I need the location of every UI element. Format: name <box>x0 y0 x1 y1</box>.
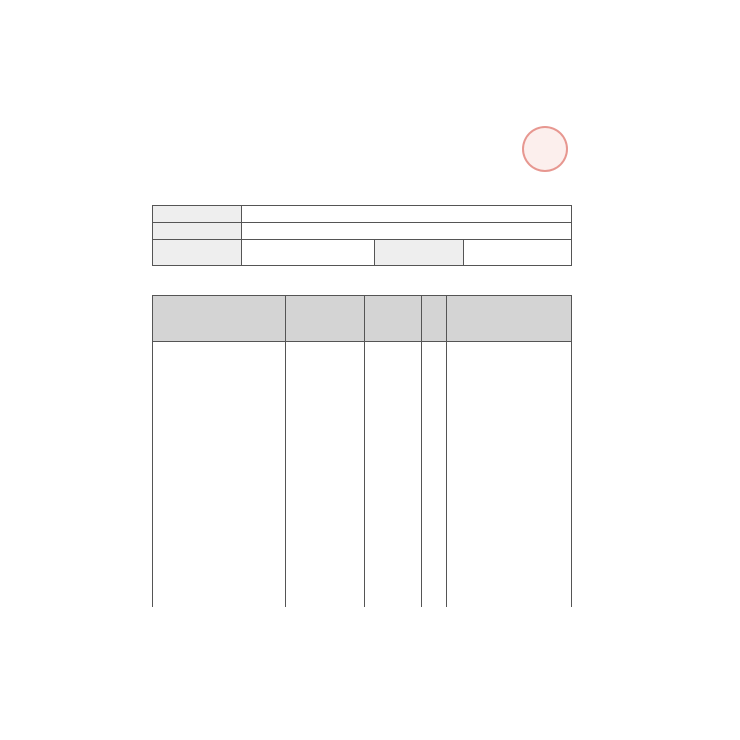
row-note <box>422 541 447 607</box>
header-method <box>447 296 572 342</box>
row-note <box>422 475 447 541</box>
table-row <box>153 409 572 475</box>
sample-name-value <box>242 206 572 223</box>
table-row <box>153 342 572 409</box>
row-method <box>447 541 572 607</box>
company-seal-stamp <box>522 126 568 172</box>
row-unit <box>365 475 422 541</box>
row-method <box>447 342 572 409</box>
facility-label <box>153 240 242 266</box>
row-unit <box>365 409 422 475</box>
inspector-value <box>464 240 572 266</box>
header-item <box>153 296 286 342</box>
results-table <box>152 295 572 607</box>
row-method <box>447 409 572 475</box>
row-result <box>286 541 365 607</box>
row-method <box>447 475 572 541</box>
row-unit <box>365 342 422 409</box>
inspector-label <box>375 240 464 266</box>
sample-no-label <box>153 223 242 240</box>
row-item <box>153 475 286 541</box>
row-item <box>153 342 286 409</box>
row-result <box>286 409 365 475</box>
sample-name-label <box>153 206 242 223</box>
row-item <box>153 541 286 607</box>
facility-value <box>242 240 375 266</box>
header-unit <box>365 296 422 342</box>
header-note <box>422 296 447 342</box>
row-result <box>286 475 365 541</box>
row-unit <box>365 541 422 607</box>
table-row <box>153 475 572 541</box>
header-result <box>286 296 365 342</box>
row-note <box>422 409 447 475</box>
sample-no-value <box>242 223 572 240</box>
row-result <box>286 342 365 409</box>
row-item <box>153 409 286 475</box>
table-row <box>153 541 572 607</box>
sample-info-table <box>152 205 572 266</box>
row-note <box>422 342 447 409</box>
